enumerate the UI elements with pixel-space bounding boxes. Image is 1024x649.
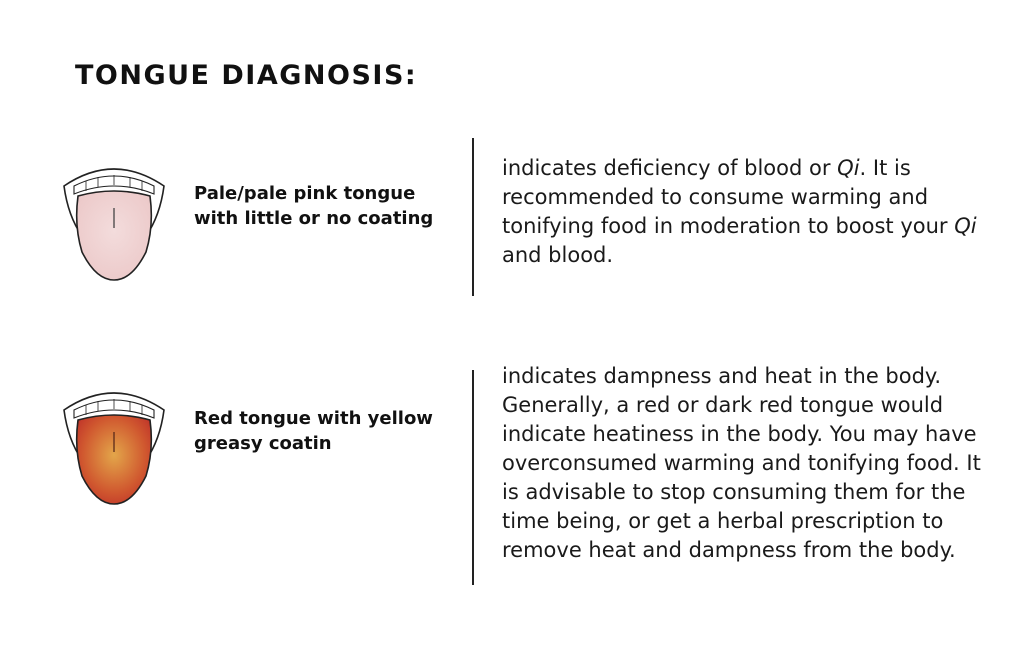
red-tongue-shape [77, 415, 152, 504]
pale-tongue-label: Pale/pale pink tongue with little or no coating [194, 183, 434, 229]
pale-tongue-description: indicates deficiency of blood or Qi. It is recommended to consume warming and tonifying food in moderation to boost your Qi and blood. [502, 156, 977, 267]
divider-line [472, 370, 474, 585]
divider-line [472, 138, 474, 296]
page-title: TONGUE DIAGNOSIS: [75, 60, 418, 91]
red-tongue-label: Red tongue with yellow greasy coatin [194, 408, 433, 454]
red-tongue-illustration [60, 380, 168, 510]
pale-tongue-shape [77, 191, 152, 280]
red-tongue-description: indicates dampness and heat in the body. Generally, a red or dark red tongue would indicate heatiness in the body. You may have overconsumed warming and tonifying food. It is advisable to stop consuming them for the time being, or get a herbal prescription to remove heat and dampness from the body. [502, 364, 981, 562]
diagnosis-row-red [0, 362, 1024, 587]
pale-tongue-illustration [60, 156, 168, 286]
diagnosis-row-pale [0, 138, 1024, 298]
